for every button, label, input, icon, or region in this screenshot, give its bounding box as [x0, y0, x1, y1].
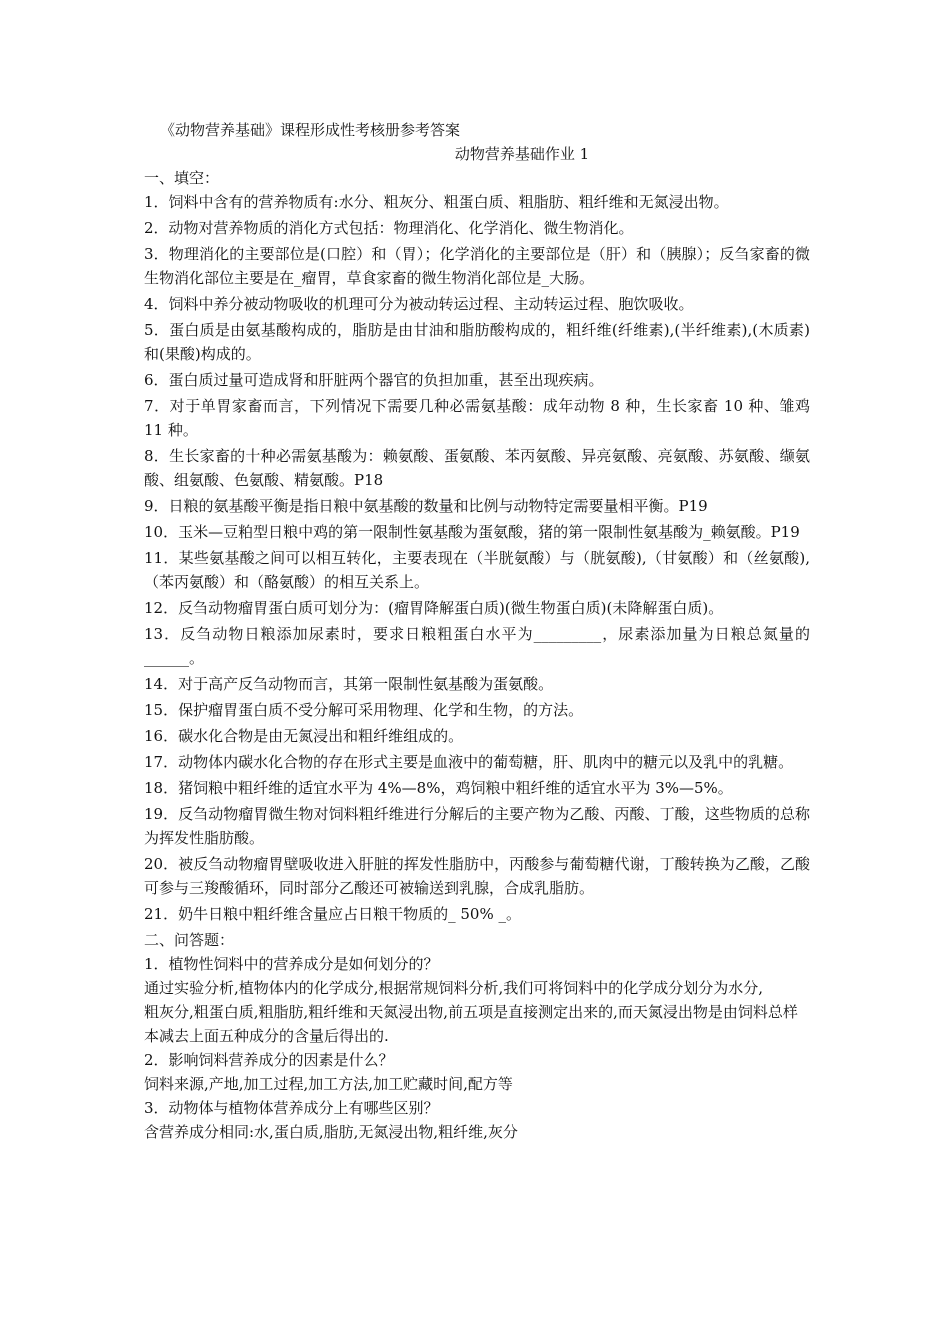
question: 2．影响饲料营养成分的因素是什么？ [144, 1051, 394, 1069]
fill-item: 11．某些氨基酸之间可以相互转化，主要表现在（半胱氨酸）与（胱氨酸),（甘氨酸）和（丝氨酸),（苯丙氨酸）和（酪氨酸）的相互关系上。 [144, 549, 810, 591]
fill-item: 15．保护瘤胃蛋白质不受分解可采用物理、化学和生物，的方法。 [144, 701, 584, 719]
fill-item: 17．动物体内碳水化合物的存在形式主要是血液中的葡萄糖，肝、肌肉中的糖元以及乳中的乳糖。 [144, 753, 794, 771]
fill-in-list [144, 190, 810, 926]
fill-item: 7．对于单胃家畜而言，下列情况下需要几种必需氨基酸：成年动物 8 种，生长家畜 10 种、雏鸡 11 种。 [144, 397, 810, 439]
answer: 通过实验分析,植物体内的化学成分,根据常规饲料分析,我们可将饲料中的化学成分划分为水分, [144, 979, 764, 997]
fill-item: 8．生长家畜的十种必需氨基酸为：赖氨酸、蛋氨酸、苯丙氨酸、异亮氨酸、亮氨酸、苏氨酸、缬氨酸、组氨酸、色氨酸、精氨酸。P18 [144, 447, 810, 489]
answer: 含营养成分相同:水,蛋白质,脂肪,无氮浸出物,粗纤维,灰分 [144, 1123, 518, 1141]
fill-item: 16．碳水化合物是由无氮浸出和粗纤维组成的。 [144, 727, 464, 745]
fill-item: 13．反刍动物日粮添加尿素时，要求日粮粗蛋白水平为_________，尿素添加量为日粮总氮量的______。 [144, 625, 810, 667]
fill-item: 2．动物对营养物质的消化方式包括：物理消化、化学消化、微生物消化。 [144, 219, 634, 237]
fill-item: 5．蛋白质是由氨基酸构成的，脂肪是由甘油和脂肪酸构成的，粗纤维(纤维素),(半纤维素),(木质素)和(果酸)构成的。 [144, 321, 810, 363]
section-heading-fill: 一、填空： [144, 169, 220, 187]
fill-item: 3．物理消化的主要部位是(口腔）和（胃）；化学消化的主要部位是（肝）和（胰腺）；反刍家畜的微生物消化部位主要是在_瘤胃，草食家畜的微生物消化部位是_大肠。 [144, 245, 810, 287]
document-title: 《动物营养基础》课程形成性考核册参考答案 [160, 121, 461, 139]
qa-list [144, 952, 810, 1144]
answer: 饲料来源,产地,加工过程,加工方法,加工贮藏时间,配方等 [144, 1075, 513, 1093]
fill-item: 1．饲料中含有的营养物质有:水分、粗灰分、粗蛋白质、粗脂肪、粗纤维和无氮浸出物。 [144, 193, 729, 211]
assignment-title: 动物营养基础作业 1 [454, 145, 590, 163]
fill-item: 12．反刍动物瘤胃蛋白质可划分为：(瘤胃降解蛋白质)(微生物蛋白质)(未降解蛋白质)。 [144, 599, 724, 617]
fill-item: 4．饲料中养分被动物吸收的机理可分为被动转运过程、主动转运过程、胞饮吸收。 [144, 295, 694, 313]
answer: 粗灰分,粗蛋白质,粗脂肪,粗纤维和天氮浸出物,前五项是直接测定出来的,而天氮浸出物是由饲料总样本减去上面五种成分的含量后得出的. [144, 1003, 798, 1045]
section-heading-qa: 二、问答题： [144, 931, 235, 949]
fill-item: 14．对于高产反刍动物而言，其第一限制性氨基酸为蛋氨酸。 [144, 675, 554, 693]
fill-item: 19．反刍动物瘤胃微生物对饲料粗纤维进行分解后的主要产物为乙酸、丙酸、丁酸，这些物质的总称为挥发性脂肪酸。 [144, 805, 810, 847]
fill-item: 10．玉米—豆粕型日粮中鸡的第一限制性氨基酸为蛋氨酸，猪的第一限制性氨基酸为_赖氨酸。P19 [144, 523, 800, 541]
fill-item: 21．奶牛日粮中粗纤维含量应占日粮干物质的_ 50% _。 [144, 905, 521, 923]
question: 3．动物体与植物体营养成分上有哪些区别？ [144, 1099, 439, 1117]
document-body [144, 118, 810, 1144]
fill-item: 20．被反刍动物瘤胃壁吸收进入肝脏的挥发性脂肪中，丙酸参与葡萄糖代谢，丁酸转换为乙酸，乙酸可参与三羧酸循环，同时部分乙酸还可被输送到乳腺，合成乳脂肪。 [144, 855, 810, 897]
fill-item: 9．日粮的氨基酸平衡是指日粮中氨基酸的数量和比例与动物特定需要量相平衡。P19 [144, 497, 708, 515]
fill-item: 6．蛋白质过量可造成肾和肝脏两个器官的负担加重，甚至出现疾病。 [144, 371, 604, 389]
fill-item: 18．猪饲粮中粗纤维的适宜水平为 4%—8%，鸡饲粮中粗纤维的适宜水平为 3%—5%。 [144, 779, 733, 797]
question: 1．植物性饲料中的营养成分是如何划分的？ [144, 955, 439, 973]
